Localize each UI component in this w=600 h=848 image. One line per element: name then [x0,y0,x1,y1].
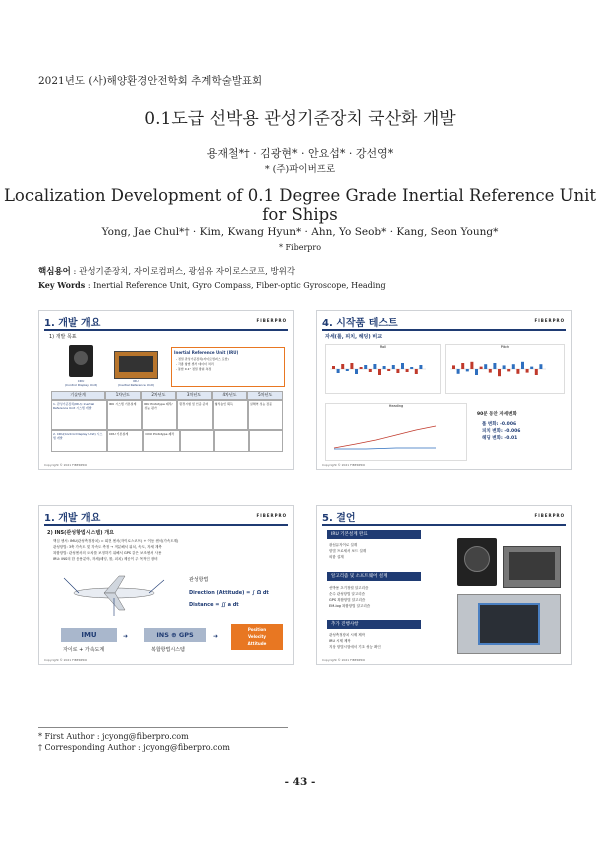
roll-chart-title: Roll [379,345,387,349]
list-item: 항법 프로세서 보드 설계 [329,549,367,553]
comparison-bar [350,363,353,369]
comparison-bar [475,369,478,375]
list-item: 선박용 초기정렬 알고리즘 [329,586,369,590]
slide-copyright: Copyright © 2021 FIBERPRO [44,658,88,662]
comparison-bar [373,364,376,369]
comparison-bar [484,364,487,369]
table-row-label: 1. 관성기준장치(IRU): Inertial Reference Unit 시스템 개발 [51,400,107,430]
cdu-label: CDU (Control Display Unit) [64,379,98,387]
comparison-bar [355,369,358,374]
slide-copyright: Copyright © 2021 FIBERPRO [322,463,366,467]
ins-bullets [53,538,288,562]
fiberpro-logo: FIBERPRO [534,513,565,518]
list-item: IRU 시제 제작 [329,639,351,643]
comparison-bar [516,369,519,374]
arrow-icon: ➜ [123,633,129,640]
comparison-bar [410,367,413,369]
comparison-bar [392,365,395,369]
iru-photo-top [503,546,561,588]
schedule-table [51,391,283,459]
keywords-korean-text: : 관성기준장치, 자이로컴퍼스, 광섬유 자이로스코프, 방위각 [70,267,296,277]
table-header: 4차년도 [212,391,248,400]
result-heading: 헤딩 변화: -0.01 [482,436,518,441]
slide-title-rule [44,524,288,526]
conference-header: 2021년도 (사)해양환경안전학회 추계학술발표회 [38,75,263,87]
slide-prototype-test [316,310,572,470]
pitch-chart-title: Pitch [500,345,510,349]
comparison-bar [406,369,409,372]
fiberpro-logo: FIBERPRO [256,513,287,518]
bullet-item: 복합항법: 관성센서의 오차를 보정하기 위해서 GPS 같은 보조센서 사용 [53,551,162,555]
section-header: IRU 기본설계 완료 [327,530,421,539]
comparison-bar [452,365,455,369]
comparison-bar [360,367,363,369]
slide-subtitle: 2) INS(관성항법시스템) 개요 [47,530,114,536]
bullet-item: IRU: INS의 한 응용분야, 자세(헤딩, 롤, 피치) 제공이 주 목적인 장비 [53,557,158,561]
heading-chart [325,403,467,461]
table-header: 1차년도 [105,391,141,400]
bullet-item: 핵심 센서: IMU(관성측정장치) = 회전 센서(자이로스코프) + 이동 센서(가속도계) [53,539,179,543]
pitch-chart [445,344,565,394]
comparison-bar [470,362,473,369]
affiliation-korean: * (주)파이버프로 [264,164,336,175]
heading-series-blue [334,448,436,449]
slide-title-rule [44,329,288,331]
slide-title-rule [322,524,566,526]
authors-korean: 용재철*† · 김광현* · 안요섭* · 강선영* [206,147,394,160]
imu-block: IMU [61,628,117,642]
footnote-corresponding-author: † Corresponding Author : jcyong@fiberpro.com [38,743,230,752]
table-header: 2차년도 [141,391,177,400]
result-roll: 롤 변화: -0.006 [482,422,517,427]
section-list [329,585,370,609]
roll-chart [325,344,441,394]
section-header: 알고리즘 및 소프트웨어 설계 [327,572,421,581]
ins-gps-block: INS ⊕ GPS [144,628,206,642]
comparison-bar [457,369,460,374]
comparison-bar [521,362,524,369]
result-list [482,421,520,442]
comparison-bar [498,369,501,376]
slide-development-overview-1 [38,310,294,470]
comparison-bar [512,364,515,369]
comparison-bar [503,365,506,369]
table-cell: CDU Prototype 제작 [143,430,179,452]
keywords-korean [38,265,295,277]
page-number: - 43 - [284,776,316,788]
output-block: Position Velocity Attitude [231,624,283,650]
list-item: 지상 항법시험에서 기초 성능 확인 [329,645,381,649]
footnote-first-author: * First Author : jcyong@fiberpro.com [38,732,189,741]
comparison-bar [419,365,422,369]
fiberpro-logo: FIBERPRO [256,318,287,323]
comparison-bar [493,363,496,369]
imu-caption: 자이로 + 가속도계 [63,647,105,653]
comparison-bar [396,369,399,373]
iru-box-item: - 각종 항법 센서 데이터 처리 [176,362,214,366]
affiliation-english: * Fiberpro [278,243,322,252]
pitch-chart-plot [446,349,562,389]
list-item: EM-log 복합항법 알고리즘 [329,604,371,608]
comparison-bar [415,369,418,374]
roll-chart-plot [326,349,438,389]
comparison-bar [466,369,469,371]
comparison-bar [337,369,340,373]
comparison-bar [332,366,335,369]
formula-direction: Direction (Attitude) = ∫ Ω dt [189,590,269,596]
slide-title: 1. 개발 개요 [44,318,101,329]
cdu-photo [457,538,497,586]
slide-title: 1. 개발 개요 [44,513,101,524]
table-cell: CDU 기본설계 [107,430,143,452]
comparison-bar [341,364,344,369]
table-header: 기술단계 [51,391,105,400]
comparison-bar [387,369,390,371]
formula-distance: Distance = ∬ a dt [189,602,239,608]
title-english: Localization Development of 0.1 Degree Grade Inertial Reference Unit for Ships [3,186,597,224]
result-title: 90분 동안 자세변화 [477,412,517,417]
table-cell: 실해역 성능 검증 [248,400,283,430]
slide-title: 4. 시작품 테스트 [322,318,398,329]
list-item: GPS 복합항법 알고리즘 [329,598,366,602]
comparison-bar [364,365,367,369]
slide-copyright: Copyright © 2021 FIBERPRO [44,463,88,467]
iru-box-title: Inertial Reference Unit (IRU) [174,350,239,355]
iru-description-box [171,347,285,387]
comparison-bar [530,367,533,369]
table-header: 5차년도 [247,391,283,400]
slide-title: 5. 결언 [322,513,356,524]
comparison-bar [535,369,538,375]
keywords-english-label: Key Words [38,280,86,290]
heading-chart-plot [326,408,464,456]
slide-title-rule [322,329,566,331]
iru-box-item: - 통합 0.1° 정밀 방위 측정 [176,367,212,371]
comparison-bar [526,369,529,373]
bullet-item: 관성항법: 3축 가속도 및 각속도 측정 → 적분해서 위치, 속도, 자세 계측 [53,545,162,549]
fiberpro-logo: FIBERPRO [534,318,565,323]
table-cell: IRU 시스템 기본설계 [107,400,142,430]
slide-subtitle: 1) 개발 목표 [49,334,77,340]
comparison-bar [401,363,404,369]
airplane-diagram [59,568,169,618]
table-row-label: 2. CDU(Control Display Unit) 시스템 개발 [51,430,107,452]
iru-box-item: - 정밀 관성기준장치(자이로컴퍼스 포함) [176,357,229,361]
heading-series-red [334,426,436,448]
iru-device-image [114,351,158,379]
keywords-english-text: : Inertial Reference Unit, Gyro Compass, Fiber-optic Gyroscope, Heading [85,281,386,290]
table-cell: 환경시험 및 인증 준비 [177,400,212,430]
comparison-bar [383,366,386,369]
title-korean: 0.1도급 선박용 관성기준장치 국산화 개발 [144,109,456,129]
comparison-bar [369,369,372,372]
formula-title: 관성항법 [189,577,209,583]
table-cell: IRU Prototype 제작/성능 평가 [142,400,177,430]
comparison-bar [480,367,483,369]
comparison-bar [507,369,510,371]
heading-chart-title: Heading [388,404,404,408]
comparison-bar [346,369,349,371]
footnote-rule [38,727,288,728]
comparison-bar [489,369,492,373]
keywords-korean-label: 핵심용어 [38,267,71,277]
ins-caption: 복합항법시스템 [151,647,185,653]
list-item: 순수 관성항법 알고리즘 [329,592,366,596]
keywords-english [38,280,386,290]
list-item: 외함 설계 [329,555,344,559]
section-list [329,632,381,650]
authors-english: Yong, Jae Chul*† · Kim, Kwang Hyun* · Ahn, Yo Seob* · Kang, Seon Young* [101,226,499,238]
result-pitch: 피치 변화: -0.006 [482,429,521,434]
comparison-bar [461,363,464,369]
comparison-bar [539,364,542,369]
table-header: 3차년도 [176,391,212,400]
slide-copyright: Copyright © 2021 FIBERPRO [322,658,366,662]
iru-label: IRU (Inertial Reference Unit) [117,379,154,387]
comparison-bar [378,369,381,375]
table-cell: 형식승인 획득 [213,400,248,430]
list-item: 광섬유자이로 설계 [329,543,358,547]
slide-development-overview-2 [38,505,294,665]
slide-conclusion [316,505,572,665]
list-item: 관성측정장치 시제 제작 [329,633,366,637]
section-list [329,542,366,560]
section-header: 추가 진행사항 [327,620,421,629]
slide-subtitle: 자세(롤, 피치, 헤딩) 비교 [325,334,383,340]
arrow-icon: ➜ [213,633,219,640]
cdu-device-image [69,345,93,377]
iru-photo-bottom [457,594,561,654]
